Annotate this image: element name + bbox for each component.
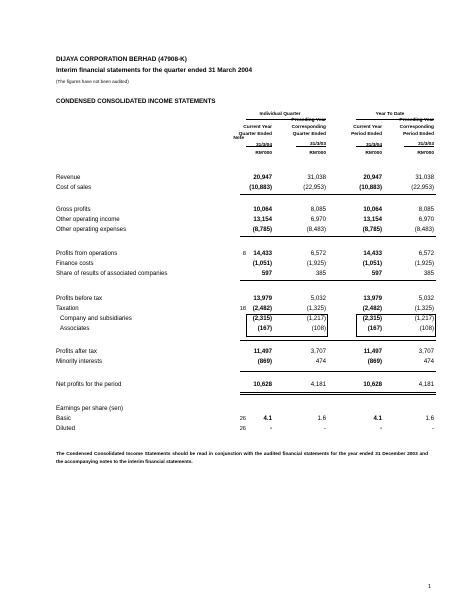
cell-value: 5,032 (418, 295, 434, 302)
row-label-profits-after-tax: Profits after tax (56, 348, 97, 355)
cell-value: (1,925) (306, 260, 326, 267)
subtotal-rule (240, 280, 436, 281)
cell-value: (1,217) (414, 315, 434, 322)
row-label-minority-interests: Minority interests (56, 358, 103, 365)
audit-note: (The figures have not been audited) (56, 79, 129, 84)
cell-value: (10,883) (359, 184, 382, 191)
cell-value: (22,953) (303, 184, 326, 191)
cell-value: (2,315) (252, 315, 272, 322)
row-label-cost-of-sales: Cost of sales (56, 184, 92, 191)
row-label-net-profits: Net profits for the period (56, 381, 122, 388)
row-label-finance-costs: Finance costs (56, 260, 94, 267)
cell-value: (167) (367, 325, 382, 332)
header-rule (246, 146, 272, 147)
cell-value: 4.1 (263, 415, 272, 422)
cell-value: 1.6 (425, 415, 434, 422)
cell-value: 11,497 (363, 348, 382, 355)
note-column-header: Note (233, 136, 244, 141)
col1-line: Quarter Ended (238, 131, 272, 137)
cell-value: (1,217) (306, 315, 326, 322)
cell-value: 4,181 (310, 381, 326, 388)
cell-value: 10,628 (363, 381, 382, 388)
cell-value: (8,785) (362, 226, 382, 233)
cell-value: 474 (315, 358, 326, 365)
statement-title: Interim financial statements for the quarter ended 31 March 2004 (56, 67, 253, 74)
cell-value: 14,433 (363, 250, 382, 257)
header-rule (404, 146, 434, 147)
cell-value: 31,038 (415, 174, 434, 181)
cell-value: (1,325) (414, 305, 434, 312)
cell-value: 597 (371, 270, 382, 277)
cell-value: 8,085 (310, 206, 326, 213)
row-label-associates: Associates (60, 325, 90, 332)
column-header-current-period (332, 125, 382, 158)
cell-value: 20,947 (253, 174, 272, 181)
row-label-profits-from-operations: Profits from operations (56, 250, 118, 257)
row-label-profits-before-tax: Profits before tax (56, 295, 103, 302)
cell-value: (8,785) (252, 226, 272, 233)
cell-value: 474 (423, 358, 434, 365)
cell-value: (10,883) (249, 184, 272, 191)
subtotal-rule (240, 236, 436, 237)
subtotal-rule (240, 371, 436, 372)
row-label-other-operating-income: Other operating income (56, 216, 120, 223)
cell-value: 10,628 (253, 381, 272, 388)
row-label-revenue: Revenue (56, 174, 81, 181)
column-header-preceding-period (382, 118, 434, 158)
cell-value: (22,953) (411, 184, 434, 191)
cell-value: 6,970 (418, 216, 434, 223)
col2-line: Quarter Ended (292, 131, 326, 137)
col4-line: Preceding Year (399, 118, 434, 123)
header-rule (246, 119, 326, 120)
row-note: 8 (242, 251, 246, 257)
col3-line: Period Ended (351, 131, 382, 137)
row-label-diluted: Diluted (56, 425, 75, 432)
cell-value: (8,483) (306, 226, 326, 233)
subtotal-rule (240, 194, 436, 195)
cell-value: 4.1 (373, 415, 382, 422)
column-header-preceding-quarter (274, 118, 326, 158)
col2-line: Preceding Year (291, 118, 326, 123)
cell-value: (1,325) (306, 305, 326, 312)
col3-date: 31/3/04 (365, 142, 382, 148)
row-note: 26 (239, 426, 246, 432)
cell-value: (2,315) (362, 315, 382, 322)
cell-value: 1.6 (317, 415, 326, 422)
row-label-gross-profits: Gross profits (56, 206, 91, 213)
cell-value: (2,482) (252, 305, 272, 312)
col4-unit: RM'000 (417, 151, 434, 157)
col1-line: Current Year (243, 125, 272, 130)
row-label-earnings-per-share: Earnings per share (sen) (56, 405, 124, 412)
subtotal-rule (240, 340, 436, 341)
total-rule (240, 392, 436, 393)
group-header-individual-quarter: Individual Quarter (259, 112, 301, 117)
cell-value: 20,947 (363, 174, 382, 181)
cell-value: 4,181 (418, 381, 434, 388)
col4-date: 31/3/03 (417, 142, 434, 148)
cell-value: (8,483) (414, 226, 434, 233)
company-name: DIJAYA CORPORATION BERHAD (47908-K) (56, 56, 187, 63)
col1-unit: RM'000 (255, 151, 272, 157)
section-title: CONDENSED CONSOLIDATED INCOME STATEMENTS (56, 98, 216, 105)
col4-line: Corresponding (399, 124, 434, 130)
row-note: 18 (239, 306, 246, 312)
cell-value: (108) (419, 325, 434, 332)
cell-value: (869) (367, 358, 382, 365)
header-rule (356, 146, 382, 147)
cell-value: (108) (311, 325, 326, 332)
col3-line: Current Year (353, 125, 382, 130)
header-rule (356, 119, 434, 120)
row-label-basic: Basic (56, 415, 71, 422)
cell-value: 10,064 (253, 206, 272, 213)
cell-value: 11,497 (253, 348, 272, 355)
cell-value: 3,707 (310, 348, 326, 355)
cell-value: 8,085 (418, 206, 434, 213)
cell-value: 13,154 (363, 216, 382, 223)
col2-date: 31/3/03 (309, 142, 326, 148)
cell-value: - (323, 425, 326, 432)
cell-value: 385 (423, 270, 434, 277)
total-rule (240, 394, 436, 395)
cell-value: 13,979 (253, 295, 272, 302)
cell-value: 10,064 (363, 206, 382, 213)
cell-value: (1,051) (362, 260, 382, 267)
row-note: 26 (239, 416, 246, 422)
cell-value: - (431, 425, 434, 432)
cell-value: 14,433 (253, 250, 272, 257)
cell-value: 13,154 (253, 216, 272, 223)
cell-value: 6,970 (310, 216, 326, 223)
cell-value: 31,038 (307, 174, 326, 181)
cell-value: (869) (257, 358, 272, 365)
cell-value: (1,051) (252, 260, 272, 267)
col4-line: Period Ended (403, 131, 434, 137)
col2-line: Corresponding (291, 124, 326, 130)
col2-unit: RM'000 (309, 151, 326, 157)
page-number: 1 (428, 584, 432, 590)
cell-value: 6,572 (310, 250, 326, 257)
cell-value: (1,925) (414, 260, 434, 267)
cell-value: 6,572 (418, 250, 434, 257)
cell-value: 13,979 (363, 295, 382, 302)
row-label-taxation: Taxation (56, 305, 79, 312)
row-label-share-of-associates: Share of results of associated companies (56, 270, 168, 277)
col3-unit: RM'000 (365, 151, 382, 157)
cell-value: 385 (315, 270, 326, 277)
col1-date: 31/3/04 (255, 142, 272, 148)
cell-value: (2,482) (362, 305, 382, 312)
row-label-company-and-subsidiaries: Company and subsidiaries (60, 315, 132, 322)
footnote: The Condensed Consolidated Income Statements should be read in conjunction with the audited financial statements for the year ended 31 December 2003 and the accompanying notes to the interim financial statements. (56, 452, 428, 465)
cell-value: 5,032 (310, 295, 326, 302)
cell-value: - (269, 425, 272, 432)
header-rule (296, 146, 326, 147)
group-header-year-to-date: Year To Date (375, 112, 405, 117)
cell-value: 3,707 (418, 348, 434, 355)
row-label-other-operating-expenses: Other operating expenses (56, 226, 127, 233)
column-header-current-quarter (222, 125, 272, 158)
cell-value: (167) (257, 325, 272, 332)
cell-value: - (379, 425, 382, 432)
cell-value: 597 (261, 270, 272, 277)
